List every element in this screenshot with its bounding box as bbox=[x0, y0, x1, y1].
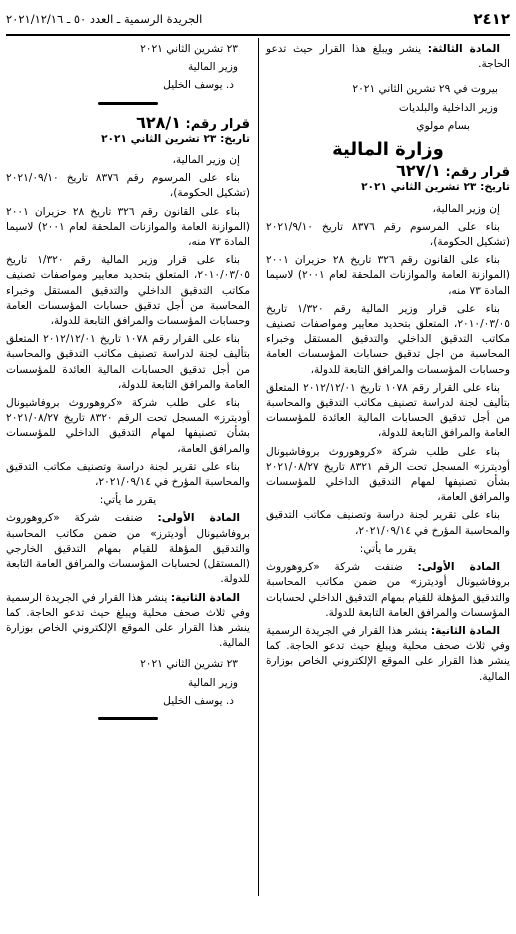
decision-number bbox=[266, 163, 510, 180]
recital: بناء على المرسوم رقم ٨٣٧٦ تاريخ ٢٠٢١/٠٩/١٠ (تشكيل الحكومة)، bbox=[6, 172, 250, 200]
page-header bbox=[6, 10, 510, 32]
decision-number-value: ٦٢٧/١ bbox=[396, 161, 441, 181]
recital: بناء على القرار رقم ١٠٧٨ تاريخ ٢٠١٢/١٢/٠١ المتعلق بتأليف لجنة لدراسة تصنيف مكاتب التدقيق والمحاسبة من أجل تدقيق الحسابات المالية العائدة للمؤسسات العامة والمرافق التابعة للدولة، bbox=[6, 333, 250, 391]
article-label: المادة الثانية: bbox=[430, 624, 500, 637]
recital: بناء على القانون رقم ٣٢٦ تاريخ ٢٨ حزيران ٢٠٠١ (الموازنة العامة والموازنات الملحقة لعام ٢٠٠١) لاسيما المادة ٧٣ منه، bbox=[6, 205, 251, 249]
decision-number bbox=[6, 112, 250, 132]
recital: بناء على المرسوم رقم ٨٣٧٦ تاريخ ٢٠٢١/٩/١٠ (تشكيل الحكومة)، bbox=[266, 220, 510, 249]
signer-name: بسام مولوي bbox=[416, 119, 470, 132]
column-divider bbox=[258, 38, 259, 896]
left-column bbox=[6, 42, 250, 730]
article-label: المادة الثالثة: bbox=[427, 43, 500, 55]
article-1 bbox=[266, 560, 510, 621]
article-text: ينشر هذا القرار في الجريدة الرسمية وفي ثلاث صحف محلية ويبلغ حيث تدعو الحاجة. كما ينشر هذا القرار على الموقع الإلكتروني الخاص بوزارة المالية. bbox=[266, 624, 510, 683]
signature-date: ٢٣ تشرين الثاني ٢٠٢١ bbox=[140, 658, 238, 671]
article-2 bbox=[266, 624, 510, 685]
recital: بناء على القرار رقم ١٠٧٨ تاريخ ٢٠١٢/١٢/٠١ المتعلق بتأليف لجنة لدراسة تصنيف مكاتب التدقيق والمحاسبة من أجل تدقيق الحسابات المالية العائدة للمؤسسات العامة والمرافق التابعة للدولة، bbox=[266, 381, 510, 440]
article-label: المادة الثانية: bbox=[170, 591, 240, 604]
decision-date: تاريخ: ٢٣ تشرين الثاني ٢٠٢١ bbox=[101, 132, 250, 145]
signer-title: وزير الداخلية والبلديات bbox=[398, 101, 498, 114]
signature-date: بيروت في ٢٩ تشرين الثاني ٢٠٢١ bbox=[352, 83, 498, 96]
recital: بناء على طلب شركة «كروهوروث بروفاشيونال أوديترز» المسجل تحت الرقم ٨٣٢٠ تاريخ ٢٠٢١/٠٨/٢٧ بشأن تصنيفها لمهام التدقيق الداخلي للمؤسسات والمرافق العامة، bbox=[6, 397, 250, 455]
section-separator bbox=[98, 102, 158, 105]
preamble: إن وزير المالية، bbox=[432, 202, 500, 215]
recital: بناء على تقرير لجنة دراسة وتصنيف مكاتب التدقيق والمحاسبة المؤرخ في ٢٠٢١/٠٩/١٤، bbox=[6, 460, 250, 489]
section-separator bbox=[98, 717, 158, 720]
article-1 bbox=[6, 511, 250, 587]
recital: بناء على طلب شركة «كروهوروث بروفاشيونال أوديترز» المسجل تحت الرقم ٨٣٢١ تاريخ ٢٠٢١/٠٨/٢٧ بشأن تصنيفها لمهام التدقيق الداخلي للمؤسسات والمرافق العامة، bbox=[266, 445, 510, 504]
header-rule bbox=[6, 34, 510, 36]
decision-label: قرار رقم: bbox=[445, 165, 510, 181]
signature-date: ٢٣ تشرين الثاني ٢٠٢١ bbox=[140, 43, 238, 55]
article-3 bbox=[266, 42, 510, 72]
decision-label: قرار رقم: bbox=[185, 116, 250, 132]
article-text: ضنفت شركة «كروهوروث بروفاشيونال أوديترز» من ضمن مكاتب المحاسبة والتدقيق المؤهلة للقيام بمهام التدقيق الخارجي (المستقل) لحسابات المؤسسات والمرافق العامة التابعة للدولة. bbox=[6, 512, 250, 586]
signer-title: وزير المالية bbox=[187, 676, 238, 689]
article-text: ينشر هذا القرار في الجريدة الرسمية وفي ثلاث صحف محلية ويبلغ حيث تدعو الحاجة. كما ينشر هذا القرار على الموقع الإلكتروني الخاص بوزارة المالية. bbox=[6, 591, 250, 650]
page-number: ٢٤١٢ bbox=[473, 10, 510, 28]
ministry-heading: وزارة المالية bbox=[332, 139, 444, 161]
signer-name: د. يوسف الخليل bbox=[163, 79, 234, 92]
signer-name: د. يوسف الخليل bbox=[163, 694, 234, 707]
article-label: المادة الأولى: bbox=[157, 512, 240, 525]
gazette-title: الجريدة الرسمية ـ العدد ٥٠ ـ ٢٠٢١/١٢/١٦ bbox=[6, 12, 203, 26]
recital: بناء على تقرير لجنة دراسة وتصنيف مكاتب التدقيق والمحاسبة المؤرخ في ٢٠٢١/٠٩/١٤، bbox=[266, 509, 510, 537]
recital: بناء على قرار وزير المالية رقم ١/٣٢٠ تاريخ ٢٠١٠/٠٣/٠٥، المتعلق بتحديد معايير ومواصفات تصنيف مكاتب التدقيق الداخلي والتدقيق المستقل وخبراء المحاسبة من اجل تدقيق حسابات المؤسسات العامة وحسابات المؤسسات والمرافق التابعة للدولة، bbox=[266, 302, 510, 376]
article-text: ضنفت شركة «كروهوروث بروفاشيونال أوديترز» من ضمن مكاتب المحاسبة والتدقيق المؤهلة للقيام بمهام التدقيق الداخلي لحسابات المؤسسات والمرافق العامة التابعة للدولة. bbox=[266, 561, 510, 619]
article-text: ينشر ويبلغ هذا القرار حيث تدعو الحاجة. bbox=[266, 43, 510, 71]
right-column bbox=[266, 42, 510, 688]
decides-heading: يقرر ما يأتي: bbox=[359, 542, 417, 555]
decision-number-value: ٦٢٨/١ bbox=[136, 112, 181, 132]
decides-heading: يقرر ما يأتي: bbox=[99, 494, 157, 507]
article-2 bbox=[6, 591, 250, 652]
recital: بناء على قرار وزير المالية رقم ١/٣٢٠ تاريخ ٢٠١٠/٠٣/٠٥، المتعلق بتحديد معايير ومواصفات تصنيف مكاتب التدقيق الداخلي والتدقيق المستقل وخبراء المحاسبة من أجل تدقيق حسابات المؤسسات العامة وحسابات المؤسسات والمرافق التابعة للدولة، bbox=[6, 254, 250, 328]
preamble: إن وزير المالية، bbox=[172, 154, 240, 167]
article-label: المادة الأولى: bbox=[417, 561, 500, 574]
recital: بناء على القانون رقم ٣٢٦ تاريخ ٢٨ حزيران ٢٠٠١ (الموازنة العامة والموازنات الملحقة لعام ٢٠٠١) لاسيما المادة ٧٣ منه، bbox=[266, 254, 511, 297]
signer-title: وزير المالية bbox=[187, 61, 238, 74]
decision-date: تاريخ: ٢٣ تشرين الثاني ٢٠٢١ bbox=[361, 181, 510, 194]
